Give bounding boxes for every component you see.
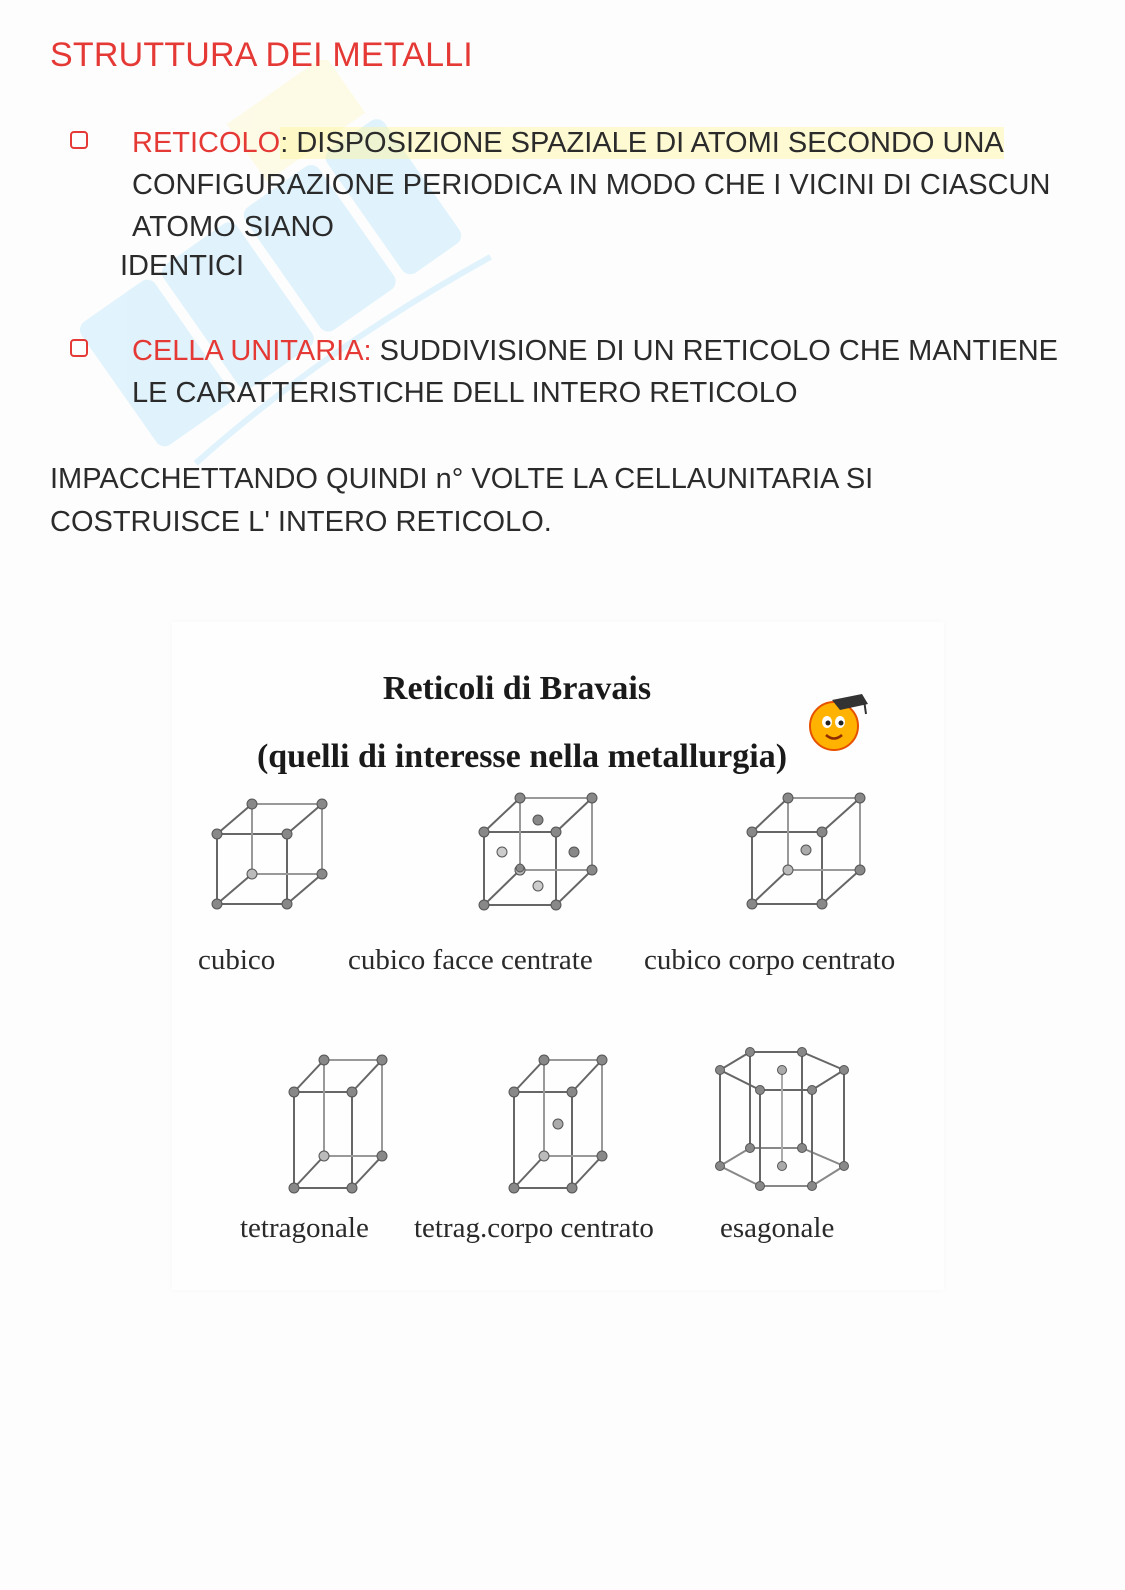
bcc-lattice-icon (742, 790, 877, 915)
bullet-cella-unitaria (70, 330, 1080, 414)
bullet-continuation: IDENTICI (120, 250, 245, 282)
fcc-lattice-icon (472, 790, 607, 915)
term-cella-unitaria: CELLA UNITARIA: (132, 335, 372, 367)
checkbox-icon (70, 131, 88, 149)
figure-subtitle: (quelli di interesse nella metallurgia) (256, 738, 788, 775)
bullet-text-1: : DISPOSIZIONE SPAZIALE DI ATOMI SECONDO UNA (280, 127, 1004, 159)
paragraph-line-2: COSTRUISCE L' INTERO RETICOLO. (50, 506, 552, 538)
cubic-lattice-icon (202, 794, 337, 919)
bullet-reticolo (70, 122, 1080, 248)
term-reticolo: RETICOLO (132, 127, 281, 159)
tetragonal-lattice-icon (282, 1052, 392, 1197)
figure-title: Reticoli di Bravais (382, 670, 652, 707)
bullet-text-1: SUDDIVISIONE DI UN RETICOLO CHE MANTIENE (371, 335, 1059, 367)
bullet-line-2: LE CARATTERISTICHE DELL INTERO RETICOLO (132, 377, 798, 409)
paragraph (50, 458, 1050, 544)
page-title: STRUTTURA DEI METALLI (50, 36, 473, 74)
lattice-label-bcc: cubico corpo centrato (644, 944, 896, 976)
checkbox-icon (70, 339, 88, 357)
bct-lattice-icon (502, 1052, 612, 1197)
bullet-line-1 (132, 330, 1080, 372)
graduate-emoji-icon (802, 688, 872, 754)
bullet-line-2: CONFIGURAZIONE PERIODICA IN MODO CHE I VICINI DI CIASCUN (132, 169, 1051, 201)
hexagonal-lattice-icon (712, 1042, 857, 1192)
lattice-label-esagonale: esagonale (720, 1212, 835, 1244)
lattice-label-tetragonale: tetragonale (240, 1212, 369, 1244)
bullet-line-3: ATOMO SIANO (132, 211, 334, 243)
lattice-label-bct: tetrag.corpo centrato (414, 1212, 654, 1244)
lattice-label-fcc: cubico facce centrate (348, 944, 593, 976)
bravais-figure (172, 622, 944, 1290)
lattice-label-cubico: cubico (198, 944, 276, 976)
paragraph-line-1: IMPACCHETTANDO QUINDI n° VOLTE LA CELLAUNITARIA SI (50, 463, 874, 495)
bullet-line-1 (132, 122, 1080, 164)
